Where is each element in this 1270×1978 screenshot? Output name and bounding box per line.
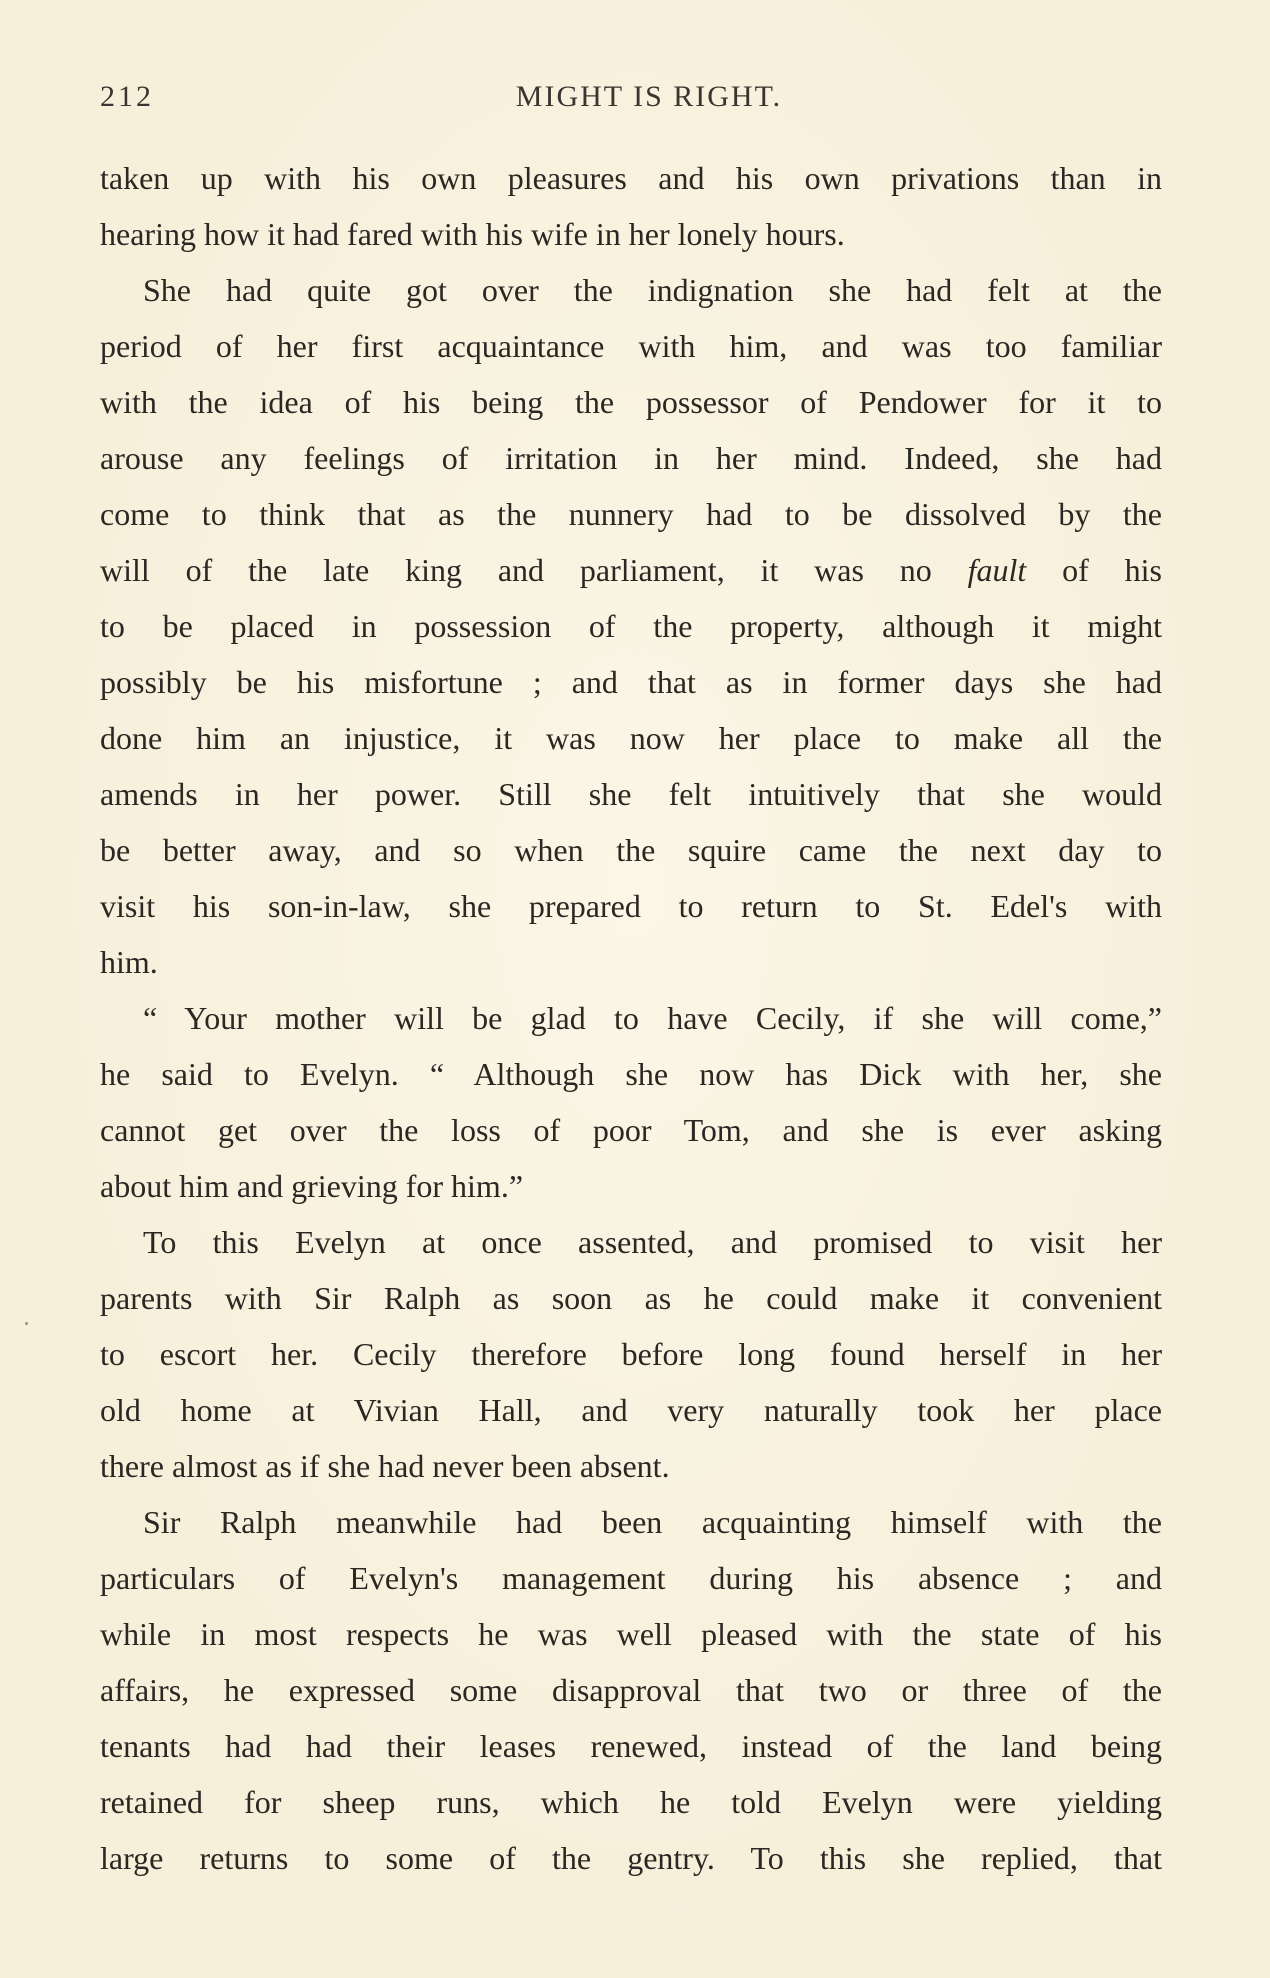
text-line: taken up with his own pleasures and his own privations than in — [100, 160, 1162, 196]
text-line: amends in her power. Still she felt intuitively that she would — [100, 776, 1162, 812]
text-line: She had quite got over the indignation she had felt at the — [143, 272, 1162, 308]
text-line: be better away, and so when the squire came the next day to — [100, 832, 1162, 868]
text-line: with the idea of his being the possessor of Pendower for it to — [100, 384, 1162, 420]
text-line: while in most respects he was well pleased with the state of his — [100, 1616, 1162, 1652]
paper-speck — [25, 1322, 28, 1325]
text-line: to be placed in possession of the property, although it might — [100, 608, 1162, 644]
text-line: parents with Sir Ralph as soon as he could make it convenient — [100, 1280, 1162, 1316]
text-line: to escort her. Cecily therefore before long found herself in her — [100, 1336, 1162, 1372]
text-line: tenants had had their leases renewed, instead of the land being — [100, 1728, 1162, 1764]
text-line — [100, 542, 1162, 598]
text-line: visit his son-in-law, she prepared to return to St. Edel's with — [100, 888, 1162, 924]
body-text — [100, 150, 1162, 1886]
text-line: he said to Evelyn. “ Although she now has Dick with her, she — [100, 1056, 1162, 1092]
text-line: To this Evelyn at once assented, and promised to visit her — [143, 1224, 1162, 1260]
page-number: 212 — [100, 80, 154, 113]
text-line: Sir Ralph meanwhile had been acquainting himself with the — [143, 1504, 1162, 1540]
text-line: “ Your mother will be glad to have Cecily, if she will come,” — [143, 1000, 1162, 1036]
text-line: come to think that as the nunnery had to be dissolved by the — [100, 496, 1162, 532]
text-line: there almost as if she had never been absent. — [100, 1448, 670, 1484]
text-line: cannot get over the loss of poor Tom, and she is ever asking — [100, 1112, 1162, 1148]
running-title: MIGHT IS RIGHT. — [515, 80, 783, 113]
text-line: retained for sheep runs, which he told Evelyn were yielding — [100, 1784, 1162, 1820]
text-line: possibly be his misfortune ; and that as in former days she had — [100, 664, 1162, 700]
italic-word: fault — [967, 552, 1027, 588]
text-line: arouse any feelings of irritation in her mind. Indeed, she had — [100, 440, 1162, 476]
text-line: affairs, he expressed some disapproval that two or three of the — [100, 1672, 1162, 1708]
text-segment: of his — [1026, 552, 1163, 588]
text-line: particulars of Evelyn's management during his absence ; and — [100, 1560, 1162, 1596]
text-line: hearing how it had fared with his wife in her lonely hours. — [100, 216, 845, 252]
text-line: large returns to some of the gentry. To this she replied, that — [100, 1840, 1162, 1876]
text-segment: will of the late king and parliament, it was no — [100, 552, 968, 588]
text-line: about him and grieving for him.” — [100, 1168, 524, 1204]
text-line: done him an injustice, it was now her place to make all the — [100, 720, 1162, 756]
text-line: him. — [100, 944, 158, 980]
text-line: period of her first acquaintance with him, and was too familiar — [100, 328, 1162, 364]
running-head — [100, 70, 1162, 120]
text-line: old home at Vivian Hall, and very naturally took her place — [100, 1392, 1162, 1428]
